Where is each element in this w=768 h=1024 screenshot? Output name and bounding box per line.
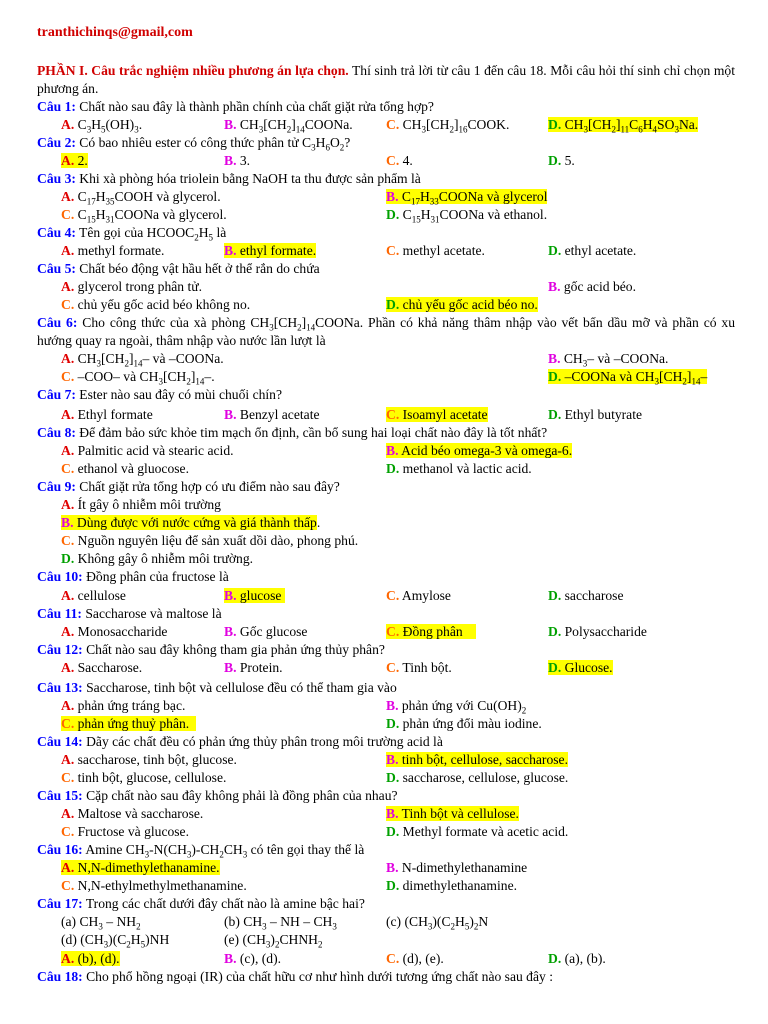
option-text: Benzyl acetate: [239, 407, 320, 422]
q3-option-b: [386, 188, 547, 206]
question-14: [37, 733, 443, 751]
answer-highlight: [61, 153, 88, 168]
option-text: Gốc glucose: [239, 624, 308, 639]
question-17: [37, 895, 365, 913]
question-text: Chất béo động vật hầu hết ở thể rắn do chứa: [75, 261, 320, 276]
answer-highlight: [386, 624, 476, 639]
q6-option-d: [548, 368, 707, 386]
section-intro: [37, 62, 735, 98]
author-email: tranthichinqs@gmail,com: [37, 25, 193, 40]
option-label: A.: [61, 243, 75, 258]
option-label: B.: [386, 443, 399, 458]
option-label: D.: [386, 207, 400, 222]
option-label: A.: [61, 279, 75, 294]
option-text: Methyl formate và acetic acid.: [402, 824, 569, 839]
q13-option-d: [386, 715, 542, 733]
option-label: C.: [386, 243, 400, 258]
q3-option-d: D. $C_{15}H_{31}COONa$ và ethanol.: [386, 207, 548, 225]
question-text: Chất giặt rửa tổng hợp có ưu điểm nào sau đây?: [75, 479, 340, 494]
question-12: [37, 641, 385, 659]
q3-option-a: A. $C_{17}H_{35}COOH$ và glycerol.: [61, 189, 221, 207]
q17-option-b: [224, 950, 281, 968]
option-text: Glucose.: [564, 660, 613, 675]
option-label: A.: [61, 153, 75, 168]
option-text: Không gây ô nhiễm môi trường.: [77, 551, 254, 566]
q11-option-c: [386, 623, 476, 641]
question-text-end: có tên gọi thay thế là: [247, 842, 365, 857]
option-label: C.: [61, 824, 75, 839]
option-text: Protein.: [239, 660, 283, 675]
option-label: D.: [61, 551, 75, 566]
answer-highlight: [386, 297, 538, 312]
q15-option-b: [386, 805, 519, 823]
option-label: A.: [61, 624, 75, 639]
question-9: [37, 478, 340, 496]
question-4: Câu 4: Tên gọi của $HCOOC_2H_5$ là: [37, 225, 227, 243]
question-6: Câu 6: Cho công thức của xà phòng $CH_3[CH_2]_{14}COONa$. Phần có khả năng thâm nhập vào vết bẩn dầu mỡ và phần có xu hướng quay ra ngoài, thâm nhập vào nước lần lượt là: [37, 315, 735, 348]
option-label: A.: [61, 860, 75, 875]
option-text: Ethyl formate: [77, 407, 153, 422]
q1-option-b: B. $CH_3[CH_2]_{14}COONa$.: [224, 117, 353, 135]
option-text: (a), (b).: [564, 951, 606, 966]
option-label: D.: [386, 716, 400, 731]
question-number: Câu 11:: [37, 606, 82, 621]
question-number: Câu 8:: [37, 425, 76, 440]
answer-highlight: D. $CH_3[CH_2]_{11}C_6H_4SO_3Na$.: [548, 117, 699, 135]
question-number: Câu 10:: [37, 569, 83, 584]
q17-item-a: (a) $CH_3 - NH_2$: [61, 914, 141, 932]
q10-option-c: [386, 587, 451, 605]
option-text: cellulose: [77, 588, 126, 603]
q12-option-a: [61, 659, 142, 677]
option-text: Monosaccharide: [77, 624, 168, 639]
q9-option-a: [61, 496, 221, 514]
option-text: Ít gây ô nhiễm môi trường: [77, 497, 221, 512]
option-label: D.: [386, 297, 400, 312]
option-label: A.: [61, 752, 75, 767]
q7-option-d: [548, 406, 642, 424]
question-number: Câu 14:: [37, 734, 83, 749]
option-text: methanol và lactic acid.: [402, 461, 532, 476]
q16-option-c: [61, 877, 247, 895]
option-text: methyl formate.: [77, 243, 165, 258]
option-label: B.: [386, 752, 399, 767]
question-number: Câu 7:: [37, 387, 76, 402]
answer-highlight: [224, 243, 316, 258]
q11-option-d: [548, 623, 647, 641]
question-number: Câu 15:: [37, 788, 83, 803]
option-text: tinh bột, cellulose, saccharose.: [401, 752, 568, 767]
question-5: [37, 260, 320, 278]
q13-option-c: [61, 715, 196, 733]
q11-option-a: [61, 623, 167, 641]
option-label: B.: [224, 951, 237, 966]
q9-option-d: [61, 550, 253, 568]
option-label: D.: [386, 878, 400, 893]
question-number: Câu 2:: [37, 135, 76, 150]
question-number: Câu 13:: [37, 680, 83, 695]
option-text: glycerol trong phân tử.: [77, 279, 203, 294]
option-text: Nguồn nguyên liệu để sản xuất dồi dào, phong phú.: [77, 533, 359, 548]
question-number: Câu 6:: [37, 315, 78, 330]
q7-option-b: [224, 406, 320, 424]
option-text: Saccharose.: [77, 660, 143, 675]
option-text: saccharose, cellulose, glucose.: [402, 770, 569, 785]
option-text: Polysaccharide: [564, 624, 647, 639]
question-text: Saccharose, tinh bột và cellulose đều có thể tham gia vào: [82, 680, 397, 695]
option-text: ethyl acetate.: [564, 243, 637, 258]
q5-option-c: [61, 296, 250, 314]
option-label: B.: [224, 624, 237, 639]
option-text: Ethyl butyrate: [564, 407, 643, 422]
option-text: saccharose: [564, 588, 624, 603]
option-label: A.: [61, 951, 75, 966]
question-number: Câu 9:: [37, 479, 76, 494]
q8-option-c: [61, 460, 189, 478]
question-number: Câu 18:: [37, 969, 83, 984]
q5-option-a: [61, 278, 202, 296]
q6-option-a: A. $CH_3[CH_2]_{14}-$ và –COONa.: [61, 351, 224, 369]
question-text: Trong các chất dưới đây chất nào là amine bậc hai?: [82, 896, 365, 911]
question-1: [37, 98, 434, 116]
q2-option-b: [224, 152, 250, 170]
answer-highlight: [386, 407, 488, 422]
q8-option-b: [386, 442, 572, 460]
option-text: Tinh bột và cellulose.: [401, 806, 519, 821]
question-number: Câu 17:: [37, 896, 83, 911]
option-text: chủ yếu gốc acid béo không no.: [77, 297, 251, 312]
q3-option-c: C. $C_{15}H_{31}COONa$ và glycerol.: [61, 207, 227, 225]
option-label: B.: [61, 515, 74, 530]
option-label: B.: [224, 117, 237, 132]
question-number: Câu 1:: [37, 99, 76, 114]
option-text: dimethylethanamine.: [402, 878, 518, 893]
option-label: B.: [224, 407, 237, 422]
q16-option-a: [61, 859, 220, 877]
q13-option-b: B. phản ứng với $Cu(OH)_2$: [386, 698, 527, 716]
option-label: C.: [61, 716, 75, 731]
option-text: phản ứng đổi màu iodine.: [402, 716, 542, 731]
q6-option-c: C. –COO– và $CH_3[CH_2]_{14}-$.: [61, 369, 215, 387]
question-15: [37, 787, 398, 805]
q7-option-c: [386, 406, 488, 424]
option-text: ethyl formate.: [239, 243, 317, 258]
q14-option-a: [61, 751, 237, 769]
answer-highlight: [548, 660, 613, 675]
option-label: C.: [386, 407, 400, 422]
option-label: C.: [386, 588, 400, 603]
answer-highlight: [61, 716, 196, 731]
option-label: C.: [386, 951, 400, 966]
question-number: Câu 12:: [37, 642, 83, 657]
option-text: tinh bột, glucose, cellulose.: [77, 770, 227, 785]
option-text: Đồng phân: [402, 624, 463, 639]
q11-option-b: [224, 623, 307, 641]
q9-option-c: [61, 532, 358, 550]
option-label: C.: [61, 207, 75, 222]
question-text: Để đảm bảo sức khỏe tim mạch ổn định, cần bổ sung hai loại chất nào đây là tốt nhất?: [75, 425, 548, 440]
option-label: D.: [548, 153, 562, 168]
q9-option-b: [61, 514, 320, 532]
option-label: B.: [548, 351, 561, 366]
q12-option-c: [386, 659, 452, 677]
option-text: (c), (d).: [239, 951, 282, 966]
option-label: B.: [224, 243, 237, 258]
option-label: C.: [61, 369, 75, 384]
q17-item-b: (b) $CH_3$ – NH – $CH_3$: [224, 914, 337, 932]
q6-option-b: B. $CH_3-$ và –COONa.: [548, 351, 669, 369]
option-label: C.: [61, 461, 75, 476]
answer-highlight: [61, 860, 220, 875]
q15-option-a: [61, 805, 203, 823]
option-label: D.: [386, 461, 400, 476]
option-label: C.: [386, 660, 400, 675]
answer-highlight: [224, 588, 285, 603]
q4-option-a: [61, 242, 164, 260]
question-text: Đồng phân của fructose là: [82, 569, 229, 584]
q4-option-c: [386, 242, 485, 260]
option-label: A.: [61, 351, 75, 366]
option-text: glucose: [239, 588, 282, 603]
option-text: 3.: [239, 153, 251, 168]
q10-option-d: [548, 587, 624, 605]
option-label: C.: [61, 533, 75, 548]
q1-option-d: [548, 116, 698, 134]
q16-option-d: [386, 877, 517, 895]
option-text: ethanol và gluocose.: [77, 461, 189, 476]
option-label: C.: [386, 117, 400, 132]
option-text: Maltose và saccharose.: [77, 806, 204, 821]
option-label: A.: [61, 588, 75, 603]
option-label: D.: [386, 770, 400, 785]
option-label: B.: [224, 588, 237, 603]
answer-highlight: [61, 515, 317, 530]
question-13: [37, 679, 397, 697]
option-label: C.: [61, 878, 75, 893]
answer-highlight: [386, 443, 572, 458]
option-label: C.: [61, 770, 75, 785]
option-label: C.: [386, 153, 400, 168]
option-label: D.: [548, 660, 562, 675]
option-text: 5.: [564, 153, 575, 168]
q2-option-a: [61, 152, 88, 170]
option-text: (d), (e).: [402, 951, 444, 966]
answer-highlight: [386, 752, 568, 767]
option-text: 2.: [77, 153, 88, 168]
option-label: B.: [386, 860, 399, 875]
option-label: A.: [61, 443, 75, 458]
option-label: D.: [548, 117, 562, 132]
q17-item-d: (d) $(CH_3)(C_2H_5)NH$: [61, 932, 170, 950]
question-text: Dãy các chất đều có phản ứng thủy phân trong môi trường acid là: [82, 734, 443, 749]
option-text: chủ yếu gốc acid béo no.: [402, 297, 538, 312]
option-text: Amylose: [401, 588, 451, 603]
q4-option-b: [224, 242, 316, 260]
q12-option-d: [548, 659, 613, 677]
option-text-end: .: [316, 515, 321, 530]
q15-option-d: [386, 823, 568, 841]
question-text: Amine CH: [82, 842, 145, 857]
q10-option-b: [224, 587, 285, 605]
question-number: Câu 5:: [37, 261, 76, 276]
q17-item-e: (e) $(CH_3)_2CHNH_2$: [224, 932, 323, 950]
q13-option-a: [61, 697, 185, 715]
option-label: C.: [61, 297, 75, 312]
option-text: phản ứng thuỷ phân.: [77, 716, 190, 731]
option-label: B.: [224, 153, 237, 168]
option-label: A.: [61, 189, 75, 204]
question-number: Câu 16:: [37, 842, 83, 857]
answer-highlight: B. $C_{17}H_{33}COONa$ và glycerol: [386, 189, 548, 207]
option-label: D.: [386, 824, 400, 839]
q2-option-d: [548, 152, 575, 170]
section-title: PHẦN I. Câu trắc nghiệm nhiều phương án lựa chọn.: [37, 63, 349, 78]
q15-option-c: [61, 823, 189, 841]
question-text: Cho phổ hồng ngoại (IR) của chất hữu cơ như hình dưới tương ứng chất nào sau đây :: [82, 969, 553, 984]
question-text: Saccharose và maltose là: [81, 606, 222, 621]
q17-option-a: [61, 950, 120, 968]
answer-highlight: [386, 806, 519, 821]
option-text: Isoamyl acetate: [402, 407, 488, 422]
q16-option-b: [386, 859, 527, 877]
q8-option-d: [386, 460, 532, 478]
option-text: N-dimethylethanamine: [401, 860, 528, 875]
option-label: B.: [386, 806, 399, 821]
option-label: D.: [548, 624, 562, 639]
section-instructions: Thí sinh trả lời từ câu 1 đến câu 18. Mỗi câu hỏi thí sinh chỉ chọn một phương án.: [37, 63, 735, 96]
option-label: A.: [61, 117, 75, 132]
question-number: Câu 4:: [37, 225, 76, 240]
question-18: [37, 968, 553, 986]
question-text: Ester nào sau đây có mùi chuối chín?: [75, 387, 283, 402]
q5-option-d: [386, 296, 538, 314]
q1-option-a: A. $C_3H_5(OH)_3$.: [61, 117, 143, 135]
q14-option-b: [386, 751, 568, 769]
q17-option-c: [386, 950, 444, 968]
question-11: [37, 605, 222, 623]
option-label: B.: [548, 279, 561, 294]
option-text: Tinh bột.: [402, 660, 452, 675]
q2-option-c: [386, 152, 413, 170]
question-2: Câu 2: Có bao nhiêu ester có công thức phân tử $C_3H_6O_2$?: [37, 135, 351, 153]
option-text: 4.: [402, 153, 413, 168]
question-text: Khi xà phòng hóa triolein bằng NaOH ta thu được sản phẩm là: [75, 171, 421, 186]
question-number: Câu 3:: [37, 171, 76, 186]
option-text: gốc acid béo.: [563, 279, 636, 294]
option-label: B.: [224, 660, 237, 675]
question-3: [37, 170, 421, 188]
option-text: Fructose và glucose.: [77, 824, 189, 839]
option-label: D.: [548, 588, 562, 603]
option-label: B.: [386, 189, 399, 204]
question-16: Câu 16: Amine $CH_3-N(CH_3)-CH_2CH_3$ có tên gọi thay thế là: [37, 842, 365, 860]
option-text: Dùng được với nước cứng và giá thành thấp: [76, 515, 317, 530]
question-10: [37, 568, 229, 586]
option-label: A.: [61, 806, 75, 821]
q8-option-a: [61, 442, 234, 460]
option-text: Acid béo omega-3 và omega-6.: [401, 443, 573, 458]
question-text: Chất nào sau đây là thành phần chính của chất giặt rửa tổng hợp?: [75, 99, 434, 114]
q14-option-c: [61, 769, 226, 787]
option-text: Palmitic acid và stearic acid.: [77, 443, 234, 458]
question-7: [37, 386, 282, 404]
q5-option-b: [548, 278, 636, 296]
option-label: D.: [548, 951, 562, 966]
option-label: A.: [61, 660, 75, 675]
option-label: A.: [61, 407, 75, 422]
q17-option-d: [548, 950, 606, 968]
option-text: methyl acetate.: [402, 243, 485, 258]
option-text: N,N-dimethylethanamine.: [77, 860, 220, 875]
answer-highlight: [61, 951, 120, 966]
option-label: B.: [386, 698, 399, 713]
q1-option-c: C. $CH_3[CH_2]_{16}COOK$.: [386, 117, 510, 135]
option-label: A.: [61, 497, 75, 512]
q4-option-d: [548, 242, 636, 260]
q17-item-c: (c) $(CH_3)(C_2H_5)_2N$: [386, 914, 489, 932]
option-label: D.: [548, 369, 562, 384]
option-label: C.: [386, 624, 400, 639]
answer-highlight: D. –COONa và $CH_3[CH_2]_{14}-$: [548, 369, 708, 387]
option-label: D.: [548, 407, 562, 422]
question-text: Cặp chất nào sau đây không phải là đồng phân của nhau?: [82, 788, 398, 803]
q10-option-a: [61, 587, 126, 605]
option-label: A.: [61, 698, 75, 713]
option-text: (b), (d).: [77, 951, 120, 966]
option-text: phản ứng tráng bạc.: [77, 698, 186, 713]
option-label: D.: [548, 243, 562, 258]
question-text: Chất nào sau đây không tham gia phản ứng thủy phân?: [82, 642, 385, 657]
option-text: N,N-ethylmethylmethanamine.: [77, 878, 247, 893]
q7-option-a: [61, 406, 153, 424]
question-8: [37, 424, 547, 442]
q12-option-b: [224, 659, 283, 677]
q14-option-d: [386, 769, 568, 787]
option-text: saccharose, tinh bột, glucose.: [77, 752, 237, 767]
